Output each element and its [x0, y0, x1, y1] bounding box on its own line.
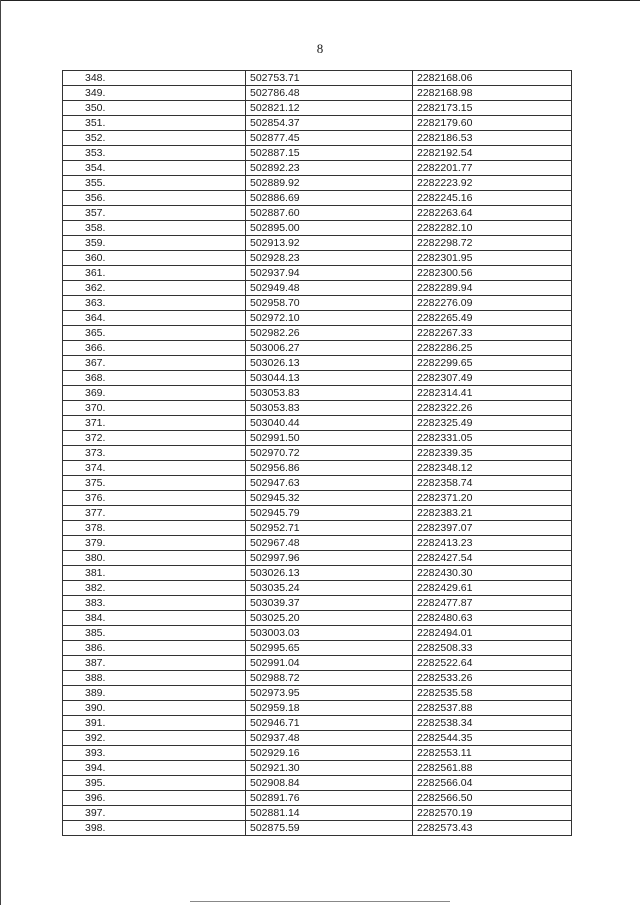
point-number-cell: 366. — [63, 341, 246, 356]
table-row — [63, 821, 572, 836]
x-coordinate-cell: 502945.32 — [246, 491, 413, 506]
table-row — [63, 266, 572, 281]
point-number-cell: 369. — [63, 386, 246, 401]
point-number-cell: 379. — [63, 536, 246, 551]
table-row — [63, 131, 572, 146]
point-number-cell: 383. — [63, 596, 246, 611]
table-row — [63, 656, 572, 671]
point-number-cell: 390. — [63, 701, 246, 716]
y-coordinate-cell: 2282348.12 — [413, 461, 572, 476]
table-row — [63, 716, 572, 731]
table-row — [63, 101, 572, 116]
y-coordinate-cell: 2282168.98 — [413, 86, 572, 101]
point-number-cell: 357. — [63, 206, 246, 221]
x-coordinate-cell: 502946.71 — [246, 716, 413, 731]
bottom-rule — [190, 901, 450, 902]
table-row — [63, 581, 572, 596]
x-coordinate-cell: 502947.63 — [246, 476, 413, 491]
point-number-cell: 353. — [63, 146, 246, 161]
y-coordinate-cell: 2282245.16 — [413, 191, 572, 206]
y-coordinate-cell: 2282331.05 — [413, 431, 572, 446]
y-coordinate-cell: 2282413.23 — [413, 536, 572, 551]
x-coordinate-cell: 502970.72 — [246, 446, 413, 461]
y-coordinate-cell: 2282494.01 — [413, 626, 572, 641]
x-coordinate-cell: 502929.16 — [246, 746, 413, 761]
point-number-cell: 392. — [63, 731, 246, 746]
point-number-cell: 376. — [63, 491, 246, 506]
x-coordinate-cell: 502972.10 — [246, 311, 413, 326]
x-coordinate-cell: 502958.70 — [246, 296, 413, 311]
table-row — [63, 596, 572, 611]
table-row — [63, 251, 572, 266]
point-number-cell: 374. — [63, 461, 246, 476]
point-number-cell: 397. — [63, 806, 246, 821]
point-number-cell: 384. — [63, 611, 246, 626]
x-coordinate-cell: 502887.60 — [246, 206, 413, 221]
y-coordinate-cell: 2282371.20 — [413, 491, 572, 506]
table-row — [63, 236, 572, 251]
y-coordinate-cell: 2282383.21 — [413, 506, 572, 521]
y-coordinate-cell: 2282322.26 — [413, 401, 572, 416]
table-row — [63, 281, 572, 296]
x-coordinate-cell: 502892.23 — [246, 161, 413, 176]
y-coordinate-cell: 2282263.64 — [413, 206, 572, 221]
x-coordinate-cell: 502973.95 — [246, 686, 413, 701]
y-coordinate-cell: 2282533.26 — [413, 671, 572, 686]
table-row — [63, 611, 572, 626]
point-number-cell: 355. — [63, 176, 246, 191]
table-row — [63, 206, 572, 221]
x-coordinate-cell: 502995.65 — [246, 641, 413, 656]
point-number-cell: 387. — [63, 656, 246, 671]
y-coordinate-cell: 2282535.58 — [413, 686, 572, 701]
y-coordinate-cell: 2282282.10 — [413, 221, 572, 236]
x-coordinate-cell: 502786.48 — [246, 86, 413, 101]
table-row — [63, 311, 572, 326]
y-coordinate-cell: 2282339.35 — [413, 446, 572, 461]
y-coordinate-cell: 2282301.95 — [413, 251, 572, 266]
table-row — [63, 776, 572, 791]
x-coordinate-cell: 502886.69 — [246, 191, 413, 206]
x-coordinate-cell: 502928.23 — [246, 251, 413, 266]
x-coordinate-cell: 503035.24 — [246, 581, 413, 596]
x-coordinate-cell: 503053.83 — [246, 386, 413, 401]
coordinates-table — [62, 70, 572, 836]
x-coordinate-cell: 503053.83 — [246, 401, 413, 416]
y-coordinate-cell: 2282573.43 — [413, 821, 572, 836]
y-coordinate-cell: 2282566.04 — [413, 776, 572, 791]
point-number-cell: 375. — [63, 476, 246, 491]
y-coordinate-cell: 2282477.87 — [413, 596, 572, 611]
point-number-cell: 393. — [63, 746, 246, 761]
y-coordinate-cell: 2282553.11 — [413, 746, 572, 761]
table-row — [63, 446, 572, 461]
x-coordinate-cell: 502952.71 — [246, 521, 413, 536]
point-number-cell: 373. — [63, 446, 246, 461]
y-coordinate-cell: 2282289.94 — [413, 281, 572, 296]
point-number-cell: 391. — [63, 716, 246, 731]
x-coordinate-cell: 503025.20 — [246, 611, 413, 626]
table-row — [63, 416, 572, 431]
x-coordinate-cell: 502881.14 — [246, 806, 413, 821]
x-coordinate-cell: 503039.37 — [246, 596, 413, 611]
point-number-cell: 389. — [63, 686, 246, 701]
y-coordinate-cell: 2282201.77 — [413, 161, 572, 176]
x-coordinate-cell: 502982.26 — [246, 326, 413, 341]
point-number-cell: 381. — [63, 566, 246, 581]
table-row — [63, 356, 572, 371]
table-row — [63, 371, 572, 386]
point-number-cell: 395. — [63, 776, 246, 791]
x-coordinate-cell: 502949.48 — [246, 281, 413, 296]
point-number-cell: 363. — [63, 296, 246, 311]
y-coordinate-cell: 2282307.49 — [413, 371, 572, 386]
table-row — [63, 431, 572, 446]
point-number-cell: 368. — [63, 371, 246, 386]
x-coordinate-cell: 502913.92 — [246, 236, 413, 251]
x-coordinate-cell: 503044.13 — [246, 371, 413, 386]
x-coordinate-cell: 502997.96 — [246, 551, 413, 566]
y-coordinate-cell: 2282299.65 — [413, 356, 572, 371]
y-coordinate-cell: 2282300.56 — [413, 266, 572, 281]
point-number-cell: 388. — [63, 671, 246, 686]
page-number: 8 — [316, 41, 324, 56]
y-coordinate-cell: 2282168.06 — [413, 71, 572, 86]
y-coordinate-cell: 2282544.35 — [413, 731, 572, 746]
y-coordinate-cell: 2282286.25 — [413, 341, 572, 356]
point-number-cell: 396. — [63, 791, 246, 806]
x-coordinate-cell: 502956.86 — [246, 461, 413, 476]
table-row — [63, 161, 572, 176]
y-coordinate-cell: 2282538.34 — [413, 716, 572, 731]
point-number-cell: 378. — [63, 521, 246, 536]
x-coordinate-cell: 502959.18 — [246, 701, 413, 716]
page-edge-left — [0, 0, 1, 905]
table-row — [63, 746, 572, 761]
point-number-cell: 358. — [63, 221, 246, 236]
point-number-cell: 382. — [63, 581, 246, 596]
point-number-cell: 386. — [63, 641, 246, 656]
x-coordinate-cell: 502921.30 — [246, 761, 413, 776]
point-number-cell: 364. — [63, 311, 246, 326]
y-coordinate-cell: 2282561.88 — [413, 761, 572, 776]
x-coordinate-cell: 502889.92 — [246, 176, 413, 191]
table-row — [63, 551, 572, 566]
y-coordinate-cell: 2282173.15 — [413, 101, 572, 116]
y-coordinate-cell: 2282186.53 — [413, 131, 572, 146]
x-coordinate-cell: 502821.12 — [246, 101, 413, 116]
y-coordinate-cell: 2282429.61 — [413, 581, 572, 596]
table-row — [63, 761, 572, 776]
y-coordinate-cell: 2282298.72 — [413, 236, 572, 251]
x-coordinate-cell: 502908.84 — [246, 776, 413, 791]
point-number-cell: 362. — [63, 281, 246, 296]
y-coordinate-cell: 2282192.54 — [413, 146, 572, 161]
table-row — [63, 701, 572, 716]
x-coordinate-cell: 502891.76 — [246, 791, 413, 806]
x-coordinate-cell: 503040.44 — [246, 416, 413, 431]
table-row — [63, 341, 572, 356]
coordinates-table-body — [63, 71, 572, 836]
y-coordinate-cell: 2282223.92 — [413, 176, 572, 191]
point-number-cell: 371. — [63, 416, 246, 431]
x-coordinate-cell: 502753.71 — [246, 71, 413, 86]
y-coordinate-cell: 2282537.88 — [413, 701, 572, 716]
table-row — [63, 626, 572, 641]
y-coordinate-cell: 2282570.19 — [413, 806, 572, 821]
point-number-cell: 398. — [63, 821, 246, 836]
table-row — [63, 641, 572, 656]
table-row — [63, 806, 572, 821]
table-row — [63, 86, 572, 101]
y-coordinate-cell: 2282522.64 — [413, 656, 572, 671]
x-coordinate-cell: 502937.48 — [246, 731, 413, 746]
x-coordinate-cell: 502937.94 — [246, 266, 413, 281]
table-row — [63, 146, 572, 161]
point-number-cell: 372. — [63, 431, 246, 446]
y-coordinate-cell: 2282265.49 — [413, 311, 572, 326]
point-number-cell: 365. — [63, 326, 246, 341]
x-coordinate-cell: 502877.45 — [246, 131, 413, 146]
table-row — [63, 116, 572, 131]
y-coordinate-cell: 2282427.54 — [413, 551, 572, 566]
table-row — [63, 296, 572, 311]
y-coordinate-cell: 2282276.09 — [413, 296, 572, 311]
table-row — [63, 191, 572, 206]
table-row — [63, 461, 572, 476]
point-number-cell: 385. — [63, 626, 246, 641]
y-coordinate-cell: 2282179.60 — [413, 116, 572, 131]
point-number-cell: 354. — [63, 161, 246, 176]
x-coordinate-cell: 503006.27 — [246, 341, 413, 356]
point-number-cell: 349. — [63, 86, 246, 101]
table-row — [63, 671, 572, 686]
point-number-cell: 367. — [63, 356, 246, 371]
point-number-cell: 377. — [63, 506, 246, 521]
x-coordinate-cell: 502967.48 — [246, 536, 413, 551]
point-number-cell: 356. — [63, 191, 246, 206]
table-row — [63, 731, 572, 746]
point-number-cell: 359. — [63, 236, 246, 251]
table-row — [63, 221, 572, 236]
x-coordinate-cell: 502887.15 — [246, 146, 413, 161]
point-number-cell: 352. — [63, 131, 246, 146]
y-coordinate-cell: 2282508.33 — [413, 641, 572, 656]
table-row — [63, 536, 572, 551]
table-row — [63, 791, 572, 806]
x-coordinate-cell: 503026.13 — [246, 566, 413, 581]
page-edge-top — [0, 0, 640, 1]
y-coordinate-cell: 2282480.63 — [413, 611, 572, 626]
x-coordinate-cell: 503003.03 — [246, 626, 413, 641]
x-coordinate-cell: 502854.37 — [246, 116, 413, 131]
point-number-cell: 394. — [63, 761, 246, 776]
y-coordinate-cell: 2282314.41 — [413, 386, 572, 401]
point-number-cell: 350. — [63, 101, 246, 116]
x-coordinate-cell: 503026.13 — [246, 356, 413, 371]
point-number-cell: 380. — [63, 551, 246, 566]
x-coordinate-cell: 502875.59 — [246, 821, 413, 836]
y-coordinate-cell: 2282325.49 — [413, 416, 572, 431]
y-coordinate-cell: 2282358.74 — [413, 476, 572, 491]
x-coordinate-cell: 502991.50 — [246, 431, 413, 446]
y-coordinate-cell: 2282267.33 — [413, 326, 572, 341]
point-number-cell: 351. — [63, 116, 246, 131]
table-row — [63, 476, 572, 491]
table-row — [63, 506, 572, 521]
y-coordinate-cell: 2282566.50 — [413, 791, 572, 806]
y-coordinate-cell: 2282397.07 — [413, 521, 572, 536]
y-coordinate-cell: 2282430.30 — [413, 566, 572, 581]
table-row — [63, 566, 572, 581]
x-coordinate-cell: 502991.04 — [246, 656, 413, 671]
point-number-cell: 360. — [63, 251, 246, 266]
table-row — [63, 521, 572, 536]
table-row — [63, 686, 572, 701]
x-coordinate-cell: 502988.72 — [246, 671, 413, 686]
point-number-cell: 361. — [63, 266, 246, 281]
table-row — [63, 401, 572, 416]
table-row — [63, 71, 572, 86]
x-coordinate-cell: 502945.79 — [246, 506, 413, 521]
table-row — [63, 326, 572, 341]
table-row — [63, 386, 572, 401]
point-number-cell: 348. — [63, 71, 246, 86]
x-coordinate-cell: 502895.00 — [246, 221, 413, 236]
table-row — [63, 491, 572, 506]
table-row — [63, 176, 572, 191]
point-number-cell: 370. — [63, 401, 246, 416]
